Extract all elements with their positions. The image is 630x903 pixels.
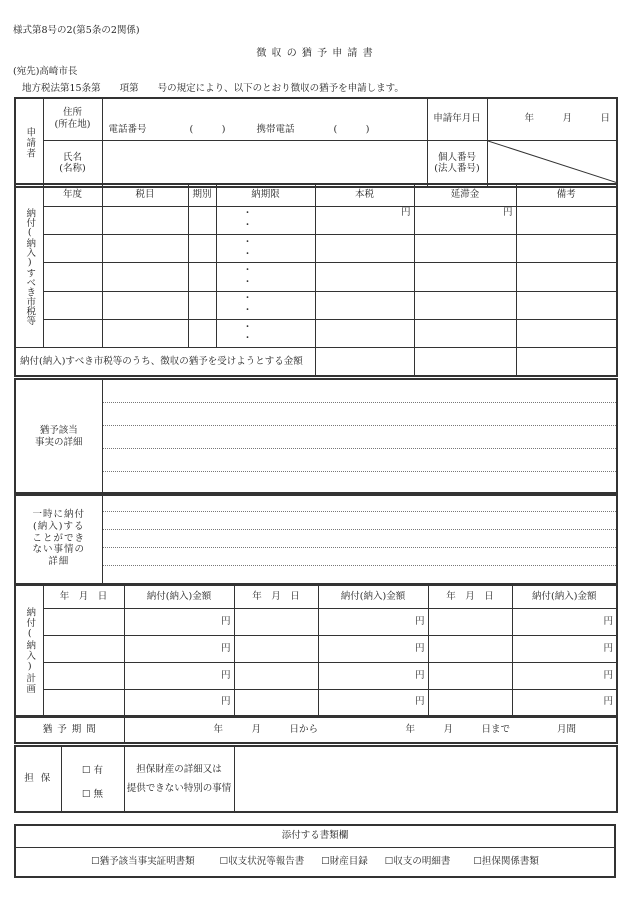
plan-date-cell[interactable] — [428, 689, 512, 716]
tax-item-cell[interactable] — [102, 235, 188, 263]
table-row — [15, 608, 617, 635]
date-label: 申請年月日 — [427, 98, 487, 140]
period-cell[interactable] — [188, 206, 216, 234]
attachments-title: 添付する書類欄 — [15, 825, 615, 847]
late-fee-cell[interactable] — [414, 291, 516, 319]
deadline-cell[interactable]: ・ ・ — [216, 263, 315, 291]
tax-item-cell[interactable] — [102, 319, 188, 347]
attachment-checkbox[interactable]: ☐猶予該当事実証明書類 — [91, 855, 195, 867]
table-row — [15, 689, 617, 716]
total-principal[interactable] — [315, 348, 414, 376]
year-cell[interactable] — [43, 291, 102, 319]
remarks-cell[interactable] — [516, 291, 617, 319]
table-row — [15, 235, 617, 263]
attachment-checkbox[interactable]: ☐担保関係書類 — [473, 855, 539, 867]
tax-item-cell[interactable] — [102, 263, 188, 291]
principal-cell[interactable] — [315, 235, 414, 263]
plan-date-header: 年 月 日 — [43, 585, 124, 608]
remarks-cell[interactable] — [516, 235, 617, 263]
deadline-cell[interactable]: ・ ・ — [216, 291, 315, 319]
plan-date-cell[interactable] — [234, 635, 318, 662]
details-label: 猶予該当 事実の詳細 — [15, 379, 102, 495]
plan-amount-cell[interactable]: 円 — [124, 662, 234, 689]
late-fee-cell[interactable] — [414, 319, 516, 347]
reason-field[interactable] — [102, 493, 617, 584]
diagonal-line — [488, 141, 618, 183]
total-label: 納付(納入)すべき市税等のうち、徴収の猶予を受けようとする金額 — [15, 348, 315, 376]
principal-cell[interactable] — [315, 263, 414, 291]
reason-label: 一時に納付 (納入)する ことができ ない事情の 詳細 — [15, 493, 102, 584]
header-tax-item: 税目 — [102, 184, 188, 206]
table-row — [15, 635, 617, 662]
period-table — [14, 716, 618, 744]
principal-cell[interactable] — [315, 319, 414, 347]
header-period: 期別 — [188, 184, 216, 206]
year-cell[interactable] — [43, 206, 102, 234]
header-remarks: 備考 — [516, 184, 617, 206]
remarks-cell[interactable] — [516, 263, 617, 291]
plan-date-cell[interactable] — [43, 689, 124, 716]
collateral-no-checkbox[interactable]: ☐ 無 — [81, 789, 104, 800]
plan-amount-cell[interactable]: 円 — [318, 662, 428, 689]
collateral-table — [14, 745, 618, 813]
plan-amount-cell[interactable]: 円 — [512, 608, 617, 635]
plan-date-cell[interactable] — [234, 662, 318, 689]
collateral-detail-field[interactable] — [234, 746, 617, 812]
tax-item-cell[interactable] — [102, 291, 188, 319]
year-cell[interactable] — [43, 263, 102, 291]
year-cell[interactable] — [43, 319, 102, 347]
plan-date-cell[interactable] — [43, 635, 124, 662]
plan-amount-header: 納付(納入)金額 — [512, 585, 617, 608]
deadline-cell[interactable]: ・ ・ — [216, 235, 315, 263]
plan-date-header: 年 月 日 — [234, 585, 318, 608]
tax-section-label: 納付(納入)すべき市税等 — [15, 184, 43, 348]
plan-date-cell[interactable] — [43, 662, 124, 689]
mobile-parens: ( ) — [333, 123, 370, 135]
year-cell[interactable] — [43, 235, 102, 263]
tax-table — [14, 183, 618, 377]
plan-amount-cell[interactable]: 円 — [318, 635, 428, 662]
header-year: 年度 — [43, 184, 102, 206]
addressee: (宛先)高崎市長 — [13, 66, 78, 77]
plan-amount-cell[interactable]: 円 — [124, 689, 234, 716]
table-row — [15, 319, 617, 347]
principal-cell[interactable]: 円 — [315, 206, 414, 234]
details-table — [14, 378, 618, 496]
mobile-label: 携帯電話 — [256, 123, 295, 135]
page-title: 徴 収 の 猶 予 申 請 書 — [256, 48, 374, 59]
period-cell[interactable] — [188, 263, 216, 291]
period-months-field[interactable]: 月間 — [514, 717, 617, 743]
remarks-cell[interactable] — [516, 319, 617, 347]
plan-date-cell[interactable] — [428, 635, 512, 662]
collateral-detail-label: 担保財産の詳細又は 提供できない特別の事情 — [124, 746, 234, 812]
plan-amount-cell[interactable]: 円 — [318, 689, 428, 716]
tax-item-cell[interactable] — [102, 206, 188, 234]
phone-parens: ( ) — [189, 123, 226, 135]
header-deadline: 納期限 — [216, 184, 315, 206]
address-field[interactable] — [102, 98, 427, 140]
plan-amount-cell[interactable]: 円 — [124, 608, 234, 635]
plan-amount-cell[interactable]: 円 — [318, 608, 428, 635]
period-cell[interactable] — [188, 319, 216, 347]
applicant-table — [14, 97, 618, 188]
attachments-list — [15, 847, 615, 877]
late-fee-cell[interactable] — [414, 235, 516, 263]
deadline-cell[interactable]: ・ ・ — [216, 206, 315, 234]
plan-amount-header: 納付(納入)金額 — [124, 585, 234, 608]
table-row — [15, 206, 617, 234]
applicant-section: 申請者 — [15, 98, 43, 187]
attachment-checkbox[interactable]: ☐収支の明細書 — [384, 855, 451, 867]
attachment-checkbox[interactable]: ☐収支状況等報告書 — [219, 855, 305, 867]
plan-date-cell[interactable] — [43, 608, 124, 635]
plan-amount-header: 納付(納入)金額 — [318, 585, 428, 608]
plan-date-cell[interactable] — [428, 608, 512, 635]
plan-amount-cell[interactable]: 円 — [512, 662, 617, 689]
total-remarks[interactable] — [516, 348, 617, 376]
table-row — [15, 662, 617, 689]
plan-amount-cell[interactable]: 円 — [512, 689, 617, 716]
period-from-field[interactable]: 年 月 日から — [124, 717, 324, 743]
name-field[interactable] — [102, 140, 427, 187]
reason-table — [14, 492, 618, 585]
date-field[interactable]: 年 月 日 — [487, 98, 617, 140]
attachment-checkbox[interactable]: ☐財産目録 — [321, 855, 368, 867]
attachments-table — [14, 824, 616, 878]
id-label: 個人番号 (法人番号) — [427, 140, 487, 187]
plan-section-label: 納付(納入)計画 — [15, 585, 43, 716]
remarks-cell[interactable] — [516, 206, 617, 234]
deadline-cell[interactable]: ・ ・ — [216, 319, 315, 347]
address-label: 住所 (所在地) — [43, 98, 102, 140]
period-label: 猶 予 期 間 — [15, 717, 124, 743]
plan-date-cell[interactable] — [234, 608, 318, 635]
phone-label: 電話番号 — [108, 123, 147, 135]
plan-date-cell[interactable] — [234, 689, 318, 716]
period-cell[interactable] — [188, 235, 216, 263]
plan-date-cell[interactable] — [428, 662, 512, 689]
header-late-fee: 延滞金 — [414, 184, 516, 206]
collateral-label: 担 保 — [15, 746, 61, 812]
period-cell[interactable] — [188, 291, 216, 319]
plan-amount-cell[interactable]: 円 — [124, 635, 234, 662]
details-field[interactable] — [102, 379, 617, 495]
id-field[interactable] — [487, 140, 617, 187]
header-principal: 本税 — [315, 184, 414, 206]
period-to-field[interactable]: 年 月 日まで — [324, 717, 514, 743]
late-fee-cell[interactable]: 円 — [414, 206, 516, 234]
name-label: 氏名 (名称) — [43, 140, 102, 187]
total-late-fee[interactable] — [414, 348, 516, 376]
table-row — [15, 263, 617, 291]
form-number: 様式第8号の2(第5条の2関係) — [13, 25, 140, 36]
statement: 地方税法第15条第 項第 号の規定により、以下のとおり徴収の猶予を申請します。 — [22, 83, 404, 94]
late-fee-cell[interactable] — [414, 263, 516, 291]
plan-table — [14, 584, 618, 717]
collateral-yes-checkbox[interactable]: ☐ 有 — [81, 765, 104, 777]
plan-date-header: 年 月 日 — [428, 585, 512, 608]
principal-cell[interactable] — [315, 291, 414, 319]
table-row — [15, 291, 617, 319]
plan-amount-cell[interactable]: 円 — [512, 635, 617, 662]
